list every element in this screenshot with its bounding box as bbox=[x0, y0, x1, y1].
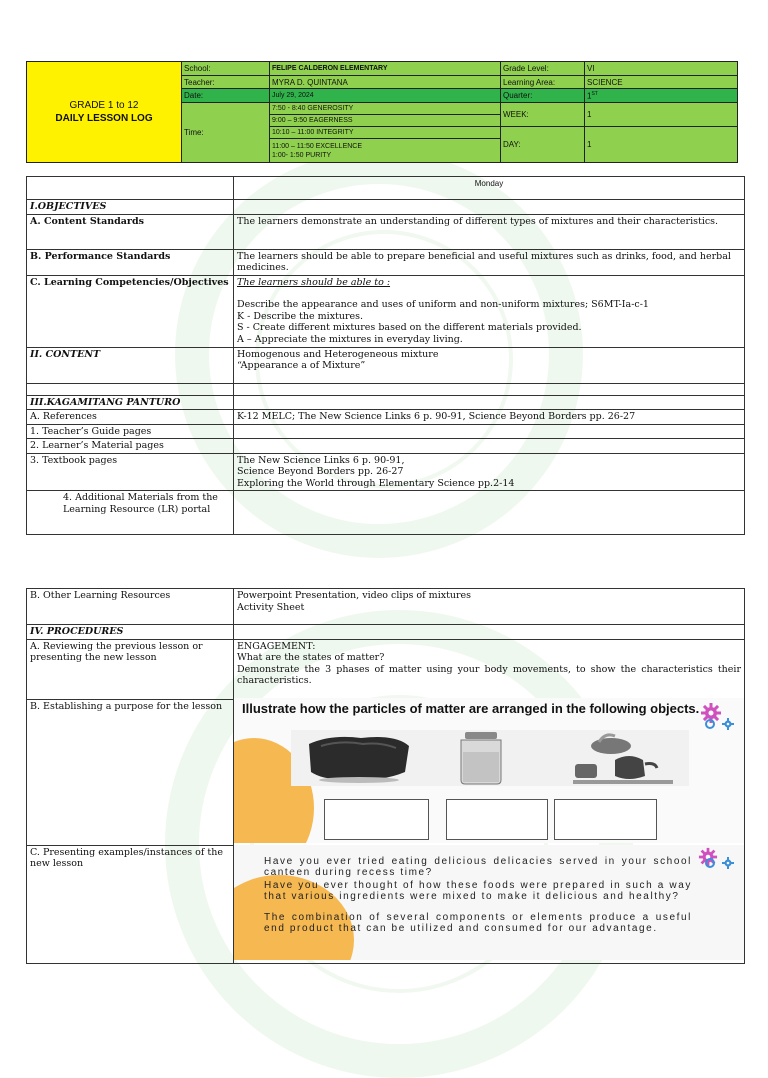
competencies-cell bbox=[234, 275, 745, 347]
jar-image bbox=[451, 730, 511, 786]
learning-area-label: Learning Area: bbox=[501, 76, 585, 89]
materials-empty-cell bbox=[234, 395, 745, 410]
date-label: Date: bbox=[182, 89, 270, 103]
teapot-image bbox=[569, 730, 681, 786]
procedures-empty-cell bbox=[234, 625, 745, 640]
delicacies-question-2: Have you ever thought of how these foods were prepared in such a way that various ingredients were mixed to make it delicious and healthy? bbox=[264, 880, 692, 902]
review-label: A. Reviewing the previous lesson or presenting the new lesson bbox=[27, 639, 234, 699]
school-label: School: bbox=[182, 62, 270, 76]
textbook-label: 3. Textbook pages bbox=[27, 453, 234, 491]
school-value: FELIPE CALDERON ELEMENTARY bbox=[270, 62, 501, 76]
additional-materials-label: 4. Additional Materials from the Learning Resource (LR) portal bbox=[27, 491, 234, 535]
content-heading: II. CONTENT bbox=[27, 347, 234, 383]
competency-line: Describe the appearance and uses of uniform and non-uniform mixtures; S6MT-Ia-c-1 bbox=[237, 299, 649, 310]
content-cell bbox=[234, 347, 745, 383]
gear-icon bbox=[704, 857, 738, 869]
delicacies-question-1: Have you ever tried eating delicious delicacies served in your school canteen during recess time? bbox=[264, 856, 692, 878]
grade-level-label: Grade Level: bbox=[501, 62, 585, 76]
time-slot-4-5 bbox=[270, 139, 501, 163]
rock-image bbox=[301, 732, 416, 784]
time-slot-5: 1:00- 1:50 PURITY bbox=[272, 151, 332, 159]
date-value: July 29, 2024 bbox=[270, 89, 501, 103]
other-resources-cell bbox=[234, 589, 745, 625]
teacher-value: MYRA D. QUINTANA bbox=[270, 76, 501, 89]
time-slot-1: 7:50 - 8:40 GENEROSITY bbox=[270, 103, 501, 115]
engagement-instruction: Demonstrate the 3 phases of matter using your body movements, to show the characteristics their characteristics. bbox=[237, 663, 741, 686]
competency-line: A – Appreciate the mixtures in everyday living. bbox=[237, 333, 463, 345]
activity-panel-particles bbox=[234, 698, 744, 843]
materials-heading: III.KAGAMITANG PANTURO bbox=[27, 395, 234, 410]
day-value: 1 bbox=[585, 127, 738, 163]
week-value: 1 bbox=[585, 103, 738, 127]
objects-image-strip bbox=[291, 730, 689, 786]
textbook-line: Exploring the World through Elementary Science pp.2-14 bbox=[237, 477, 515, 489]
quarter-value: 1 bbox=[587, 91, 592, 101]
lesson-log-title-cell bbox=[27, 62, 182, 163]
time-slot-3: 10:10 – 11:00 INTEGRITY bbox=[270, 127, 501, 139]
answer-box-solid[interactable] bbox=[324, 799, 429, 840]
examples-label: C. Presenting examples/instances of the new lesson bbox=[27, 845, 234, 963]
spacer-cell bbox=[234, 383, 745, 395]
learning-area-value: SCIENCE bbox=[585, 76, 738, 89]
activity-panel-delicacies bbox=[234, 845, 744, 960]
performance-standards-value: The learners should be able to prepare beneficial and useful mixtures such as drinks, food, and herbal medicines. bbox=[234, 249, 745, 275]
learners-material-label: 2. Learner’s Material pages bbox=[27, 439, 234, 454]
objectives-heading: I.OBJECTIVES bbox=[27, 200, 234, 215]
objectives-empty-cell bbox=[234, 200, 745, 215]
textbook-line: Science Beyond Borders pp. 26-27 bbox=[237, 466, 404, 477]
time-slot-4: 11:00 – 11:50 EXCELLENCE bbox=[272, 142, 363, 150]
learners-material-value bbox=[234, 439, 745, 454]
competencies-label: C. Learning Competencies/Objectives bbox=[27, 275, 234, 347]
objectives-table bbox=[26, 176, 745, 535]
competency-line: S - Create different mixtures based on the different materials provided. bbox=[237, 322, 582, 333]
other-resources-label: B. Other Learning Resources bbox=[27, 589, 234, 625]
day-label: DAY: bbox=[501, 127, 585, 163]
week-label: WEEK: bbox=[501, 103, 585, 127]
engagement-heading: ENGAGEMENT: bbox=[237, 640, 316, 652]
time-label: Time: bbox=[182, 103, 270, 163]
purpose-label: B. Establishing a purpose for the lesson bbox=[27, 699, 234, 845]
textbook-line: The New Science Links 6 p. 90-91, bbox=[237, 454, 405, 466]
empty-corner-cell bbox=[27, 177, 234, 200]
quarter-cell bbox=[585, 89, 738, 103]
content-line: “Appearance a of Mixture” bbox=[237, 360, 366, 371]
resource-line: Activity Sheet bbox=[237, 601, 305, 613]
daily-lesson-log-title: DAILY LESSON LOG bbox=[55, 113, 153, 124]
engagement-question: What are the states of matter? bbox=[237, 652, 385, 663]
competencies-intro: The learners should be able to : bbox=[237, 276, 391, 288]
content-standards-value: The learners demonstrate an understanding of different types of mixtures and their characteristics. bbox=[234, 214, 745, 249]
lesson-header-table bbox=[26, 61, 738, 163]
quarter-suffix: ST bbox=[591, 90, 598, 97]
spacer-cell bbox=[27, 383, 234, 395]
performance-standards-label: B. Performance Standards bbox=[27, 249, 234, 275]
additional-materials-value bbox=[234, 491, 745, 535]
resource-line: Powerpoint Presentation, video clips of mixtures bbox=[237, 590, 472, 601]
teachers-guide-value bbox=[234, 424, 745, 439]
grade-range-label: GRADE 1 to 12 bbox=[69, 100, 139, 111]
content-line: Homogenous and Heterogeneous mixture bbox=[237, 348, 439, 360]
textbook-cell bbox=[234, 453, 745, 491]
gear-icon bbox=[704, 718, 738, 730]
engagement-cell bbox=[234, 639, 745, 699]
content-standards-label: A. Content Standards bbox=[27, 214, 234, 249]
competency-line: K - Describe the mixtures. bbox=[237, 310, 364, 322]
teachers-guide-label: 1. Teacher’s Guide pages bbox=[27, 424, 234, 439]
procedures-heading: IV. PROCEDURES bbox=[27, 625, 234, 640]
grade-level-value: VI bbox=[585, 62, 738, 76]
day-column-header: Monday bbox=[234, 177, 745, 200]
teacher-label: Teacher: bbox=[182, 76, 270, 89]
answer-box-gas[interactable] bbox=[554, 799, 657, 840]
answer-box-liquid[interactable] bbox=[446, 799, 548, 840]
delicacies-statement: The combination of several components or elements produce a useful end product that can be utilized and consumed for our advantage. bbox=[264, 912, 692, 934]
quarter-label: Quarter: bbox=[501, 89, 585, 103]
particles-activity-title: Illustrate how the particles of matter are arranged in the following objects. bbox=[242, 701, 700, 716]
references-label: A. References bbox=[27, 410, 234, 425]
references-value: K-12 MELC; The New Science Links 6 p. 90-91, Science Beyond Borders pp. 26-27 bbox=[234, 410, 745, 425]
time-slot-2: 9:00 – 9:50 EAGERNESS bbox=[270, 115, 501, 127]
